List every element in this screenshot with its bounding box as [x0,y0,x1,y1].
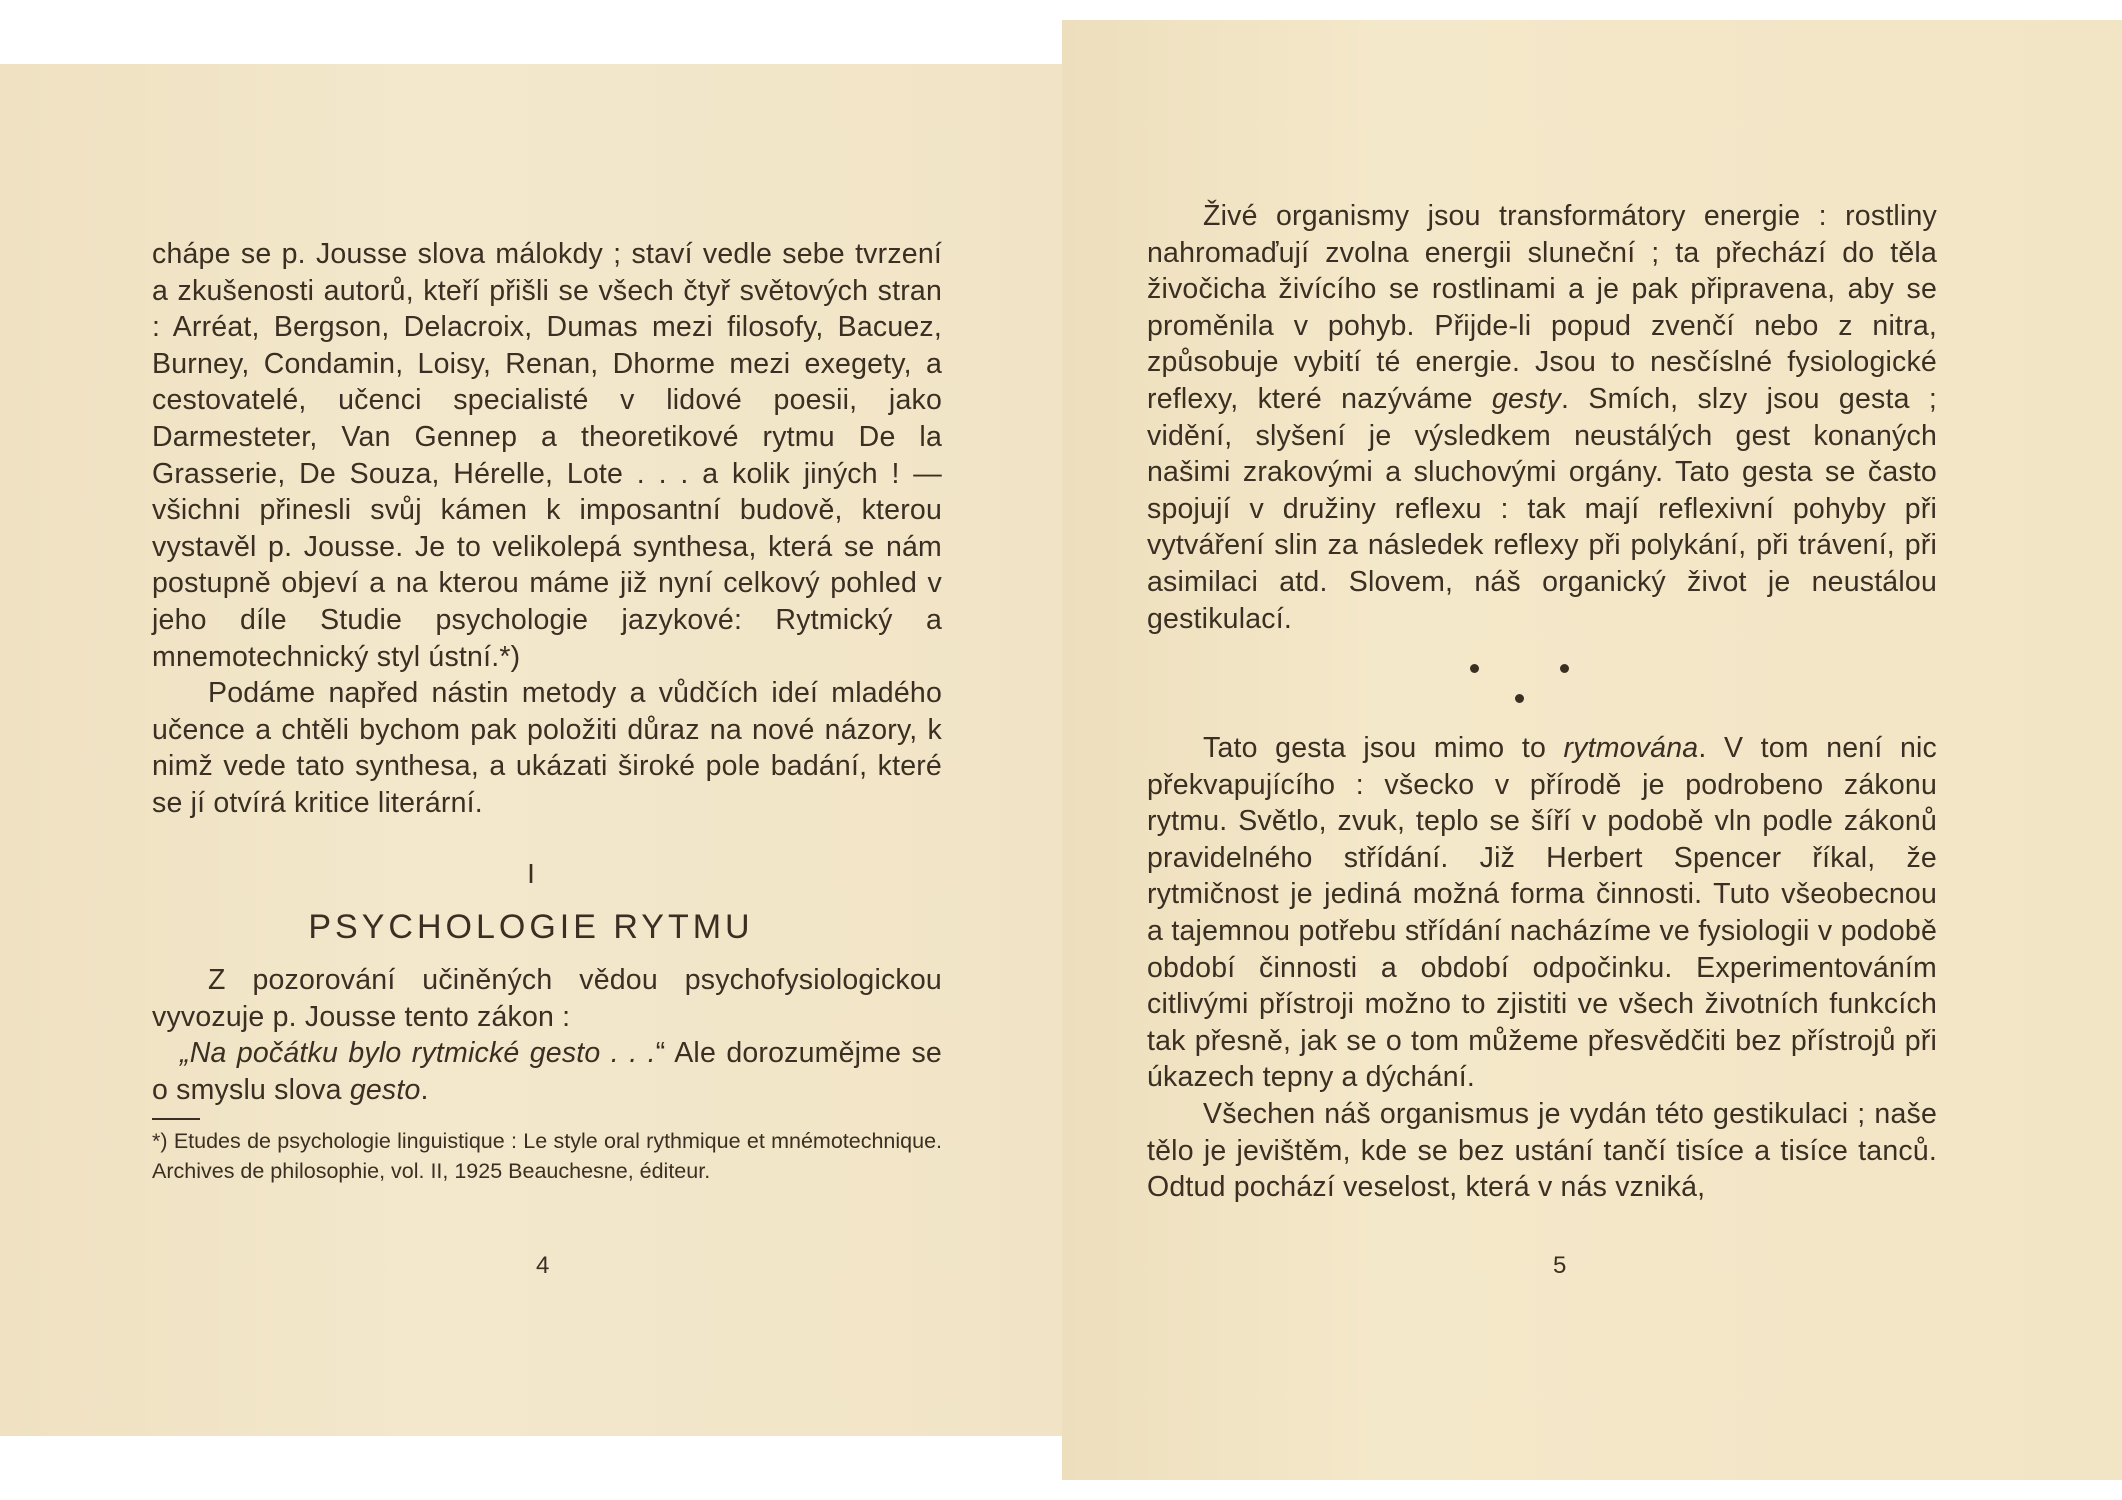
asterism-dot [1515,694,1524,703]
footnote: *) Etudes de psychologie linguistique : Le style oral rythmique et mnémotechnique. Archives de philosophie, vol. II, 1925 Beauchesne, éditeur. [152,1129,942,1183]
law-intro: Z pozorování učiněných vědou psychofysiologickou vyvozuje p. Jousse tento zákon : [152,964,942,1033]
law-paragraph [152,962,942,1108]
page-number-right: 5 [1553,1252,1567,1279]
rhythm-text-1: Tato gesta jsou mimo to [1203,732,1564,764]
left-paragraph-3 [152,962,942,1108]
gesto-word: gesto [349,1073,421,1106]
page-number-left: 4 [536,1252,550,1279]
rytmovana-word: rytmována [1563,732,1699,764]
left-paragraph-1: chápe se p. Jousse slova málokdy ; staví vedle sebe tvrzení a zkušenosti autorů, kteří přišli se všech čtyř světových stran : Arréat, Bergson, Delacroix, Dumas mezi filosofy, Bacuez, Burney, Condamin, Loisy, Renan, Dhorme mezi exegety, a cestovatelé, učenci specialisté v lidové poesii, jako Darmesteter, Van Gennep a theoretikové rytmu De la Grasserie, De Souza, Hérelle, Lote . . . a kolik jiných ! —všichni přinesli svůj kámen k imposantní budově, kterou vystavěl p. Jousse. Je to velikolepá synthesa, která se nám postupně objeví a na kterou máme již nyní celkový pohled v jeho díle Studie psychologie jazykové: Rytmický a mnemotechnický styl ústní.*) [152,238,942,673]
left-paragraph-2: Podáme napřed nástin metody a vůdčích ideí mladého učence a chtěli bychom pak položiti důraz na nové názory, k nimž vede tato synthesa, a ukázati široké pole badání, které se jí otvírá kritice literární. [152,677,942,819]
left-page [0,64,1062,1436]
right-paragraph-1 [1147,198,1937,637]
asterism-dot [1560,664,1569,673]
law-quote-rest: “ Ale dorozumějme se o smyslu slova [152,1037,942,1106]
footnote-rule [152,1118,200,1120]
asterism-dot [1470,664,1479,673]
right-paragraph-3: Všechen náš organismus je vydán této gestikulaci ; naše tělo je jevištěm, kde se bez ustání tančí tisíce a tisíce tanců. Odtud pochází veselost, která v nás vzniká, [1147,1097,1937,1204]
organisms-text-1: Živé organismy jsou transformátory energie : rostliny nahromaďují zvolna energii sluneční ; ta přechází do těla živočicha živícího se rostlinami a je pak připravena, aby se proměnila v pohyb. Přijde-li popud zvenčí nebo z nitra, způsobuje vybití té energie. Jsou to nesčíslné fysiologické reflexy, které nazýváme [1147,200,1937,415]
right-page-body-2 [1147,730,1937,1206]
organisms-text-2: . Smích, slzy jsou gesta ; vidění, slyšení je výsledkem neustálých gest konaných našimi zrakovými a sluchovými orgány. Tato gesta se často spojují v družiny reflexu : tak mají reflexivní pohyby při vytváření slin za následek reflexy při polykání, při trávení, při asimilaci atd. Slovem, náš organický život je neustálou gestikulací. [1147,382,1937,635]
left-page-body [152,236,942,822]
rhythm-text-2: . V tom není nic překvapujícího : všecko v přírodě je podrobeno zákonu rytmu. Světlo, zvuk, teplo se šíří v podobě vln podle zákonů pravidelného střídání. Již Herbert Spencer říkal, že rytmičnost je jediná možná forma činnosti. Tuto všeobecnou a tajemnou potřebu střídání nacházíme ve fysiologii v podobě období činnosti a období odpočinku. Experimentováním citlivými přístroji možno to zjistiti ve všech životních funkcích tak přesně, jak se o tom můžeme přesvědčiti bez přístrojů při úkazech tepny a dýchání. [1147,732,1937,1094]
gesty-word: gesty [1491,382,1562,415]
section-number: I [527,858,535,889]
right-page-body [1147,198,1937,637]
right-paragraph-2 [1147,730,1937,1096]
law-quote: „Na počátku bylo rytmické gesto . . . [180,1037,656,1070]
asterism-divider [1062,652,2122,712]
law-quote-end: . [420,1073,429,1106]
section-heading: PSYCHOLOGIE RYTMU [308,908,754,946]
right-page [1062,20,2122,1480]
